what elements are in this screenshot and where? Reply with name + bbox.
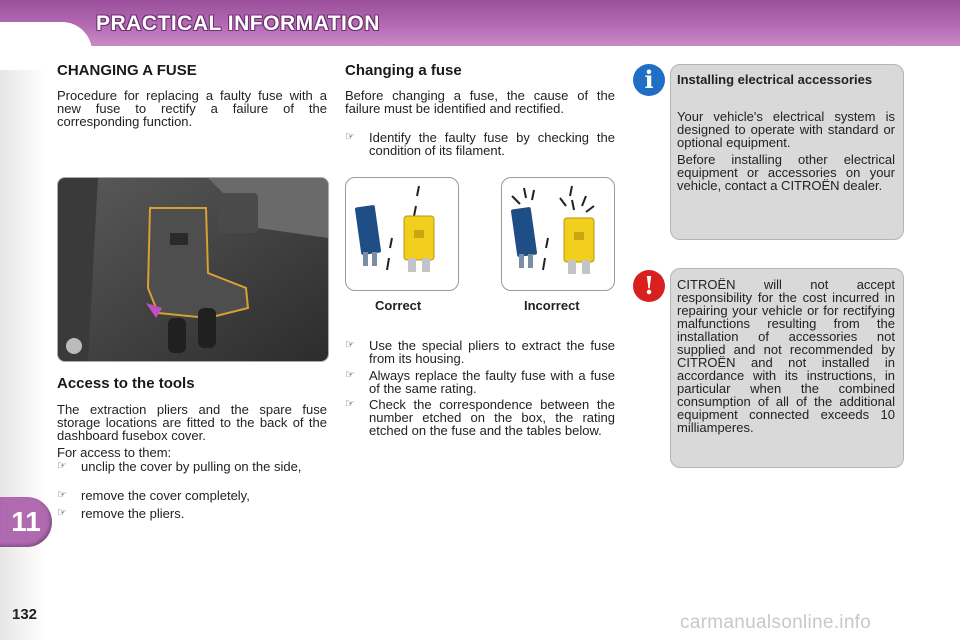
pointing-hand-icon: ☞ [345, 369, 355, 381]
list-item: ☞ Use the special pliers to extract the fuse from its housing. [345, 338, 615, 366]
info-note-paragraph: Before installing other electrical equipment or accessories on your vehicle, contact a CITROËN dealer. [677, 152, 895, 193]
warning-note-box [670, 268, 904, 468]
info-note-box [670, 64, 904, 240]
correct-caption: Correct [375, 298, 422, 313]
fuse-incorrect-figure [501, 177, 615, 291]
pointing-hand-icon: ☞ [57, 489, 67, 501]
intro-paragraph: Procedure for replacing a faulty fuse with a new fuse to rectify a failure of the corresponding function. [57, 88, 327, 129]
chapter-tab: 11 [0, 497, 52, 547]
list-item: ☞ Check the correspondence between the number etched on the box, the rating etched on the fuse and the tables below. [345, 397, 615, 438]
sidebar-strip [0, 70, 46, 640]
access-paragraph: The extraction pliers and the spare fuse storage locations are fitted to the back of the dashboard fusebox cover. [57, 402, 327, 443]
watermark: carmanualsonline.info [680, 612, 872, 633]
pointing-hand-icon: ☞ [345, 339, 355, 351]
pointing-hand-icon: ☞ [57, 460, 67, 472]
header-corner [0, 22, 92, 52]
info-note-paragraph: Your vehicle's electrical system is designed to operate with standard or optional equipment. [677, 109, 895, 150]
info-icon: i [633, 64, 665, 96]
pointing-hand-icon: ☞ [345, 131, 355, 143]
list-item: ☞ Identify the faulty fuse by checking the condition of its filament. [345, 130, 615, 158]
access-for-text: For access to them: [57, 445, 172, 460]
list-item: ☞ Always replace the faulty fuse with a fuse of the same rating. [345, 368, 615, 396]
pointing-hand-icon: ☞ [57, 507, 67, 519]
changing-intro: Before changing a fuse, the cause of the failure must be identified and rectified. [345, 88, 615, 116]
page-title: PRACTICAL INFORMATION [96, 12, 380, 35]
info-note-title: Installing electrical accessories [677, 72, 873, 87]
warning-icon: ! [633, 270, 665, 302]
page-number: 132 [12, 606, 38, 623]
warning-note-text: CITROËN will not accept responsibility for the cost incurred in repairing your vehicle or for rectifying malfunctions resulting from the installation of accessories not supplied and not recommended by CITROËN and not installed in accordance with its instructions, in particular when the combined consumption of all of the additional equipment connected exceeds 10 milliamperes. [677, 277, 895, 435]
access-heading: Access to the tools [57, 375, 195, 392]
fuse-correct-figure [345, 177, 459, 291]
list-item: ☞ remove the pliers. [57, 506, 185, 521]
pointing-hand-icon: ☞ [345, 398, 355, 410]
list-item: ☞ remove the cover completely, [57, 488, 250, 503]
incorrect-caption: Incorrect [524, 298, 580, 313]
list-item: ☞ unclip the cover by pulling on the side, [57, 459, 302, 474]
dashboard-photo [57, 177, 329, 362]
changing-fuse-heading: Changing a fuse [345, 62, 462, 79]
section-heading: CHANGING A FUSE [57, 62, 197, 79]
